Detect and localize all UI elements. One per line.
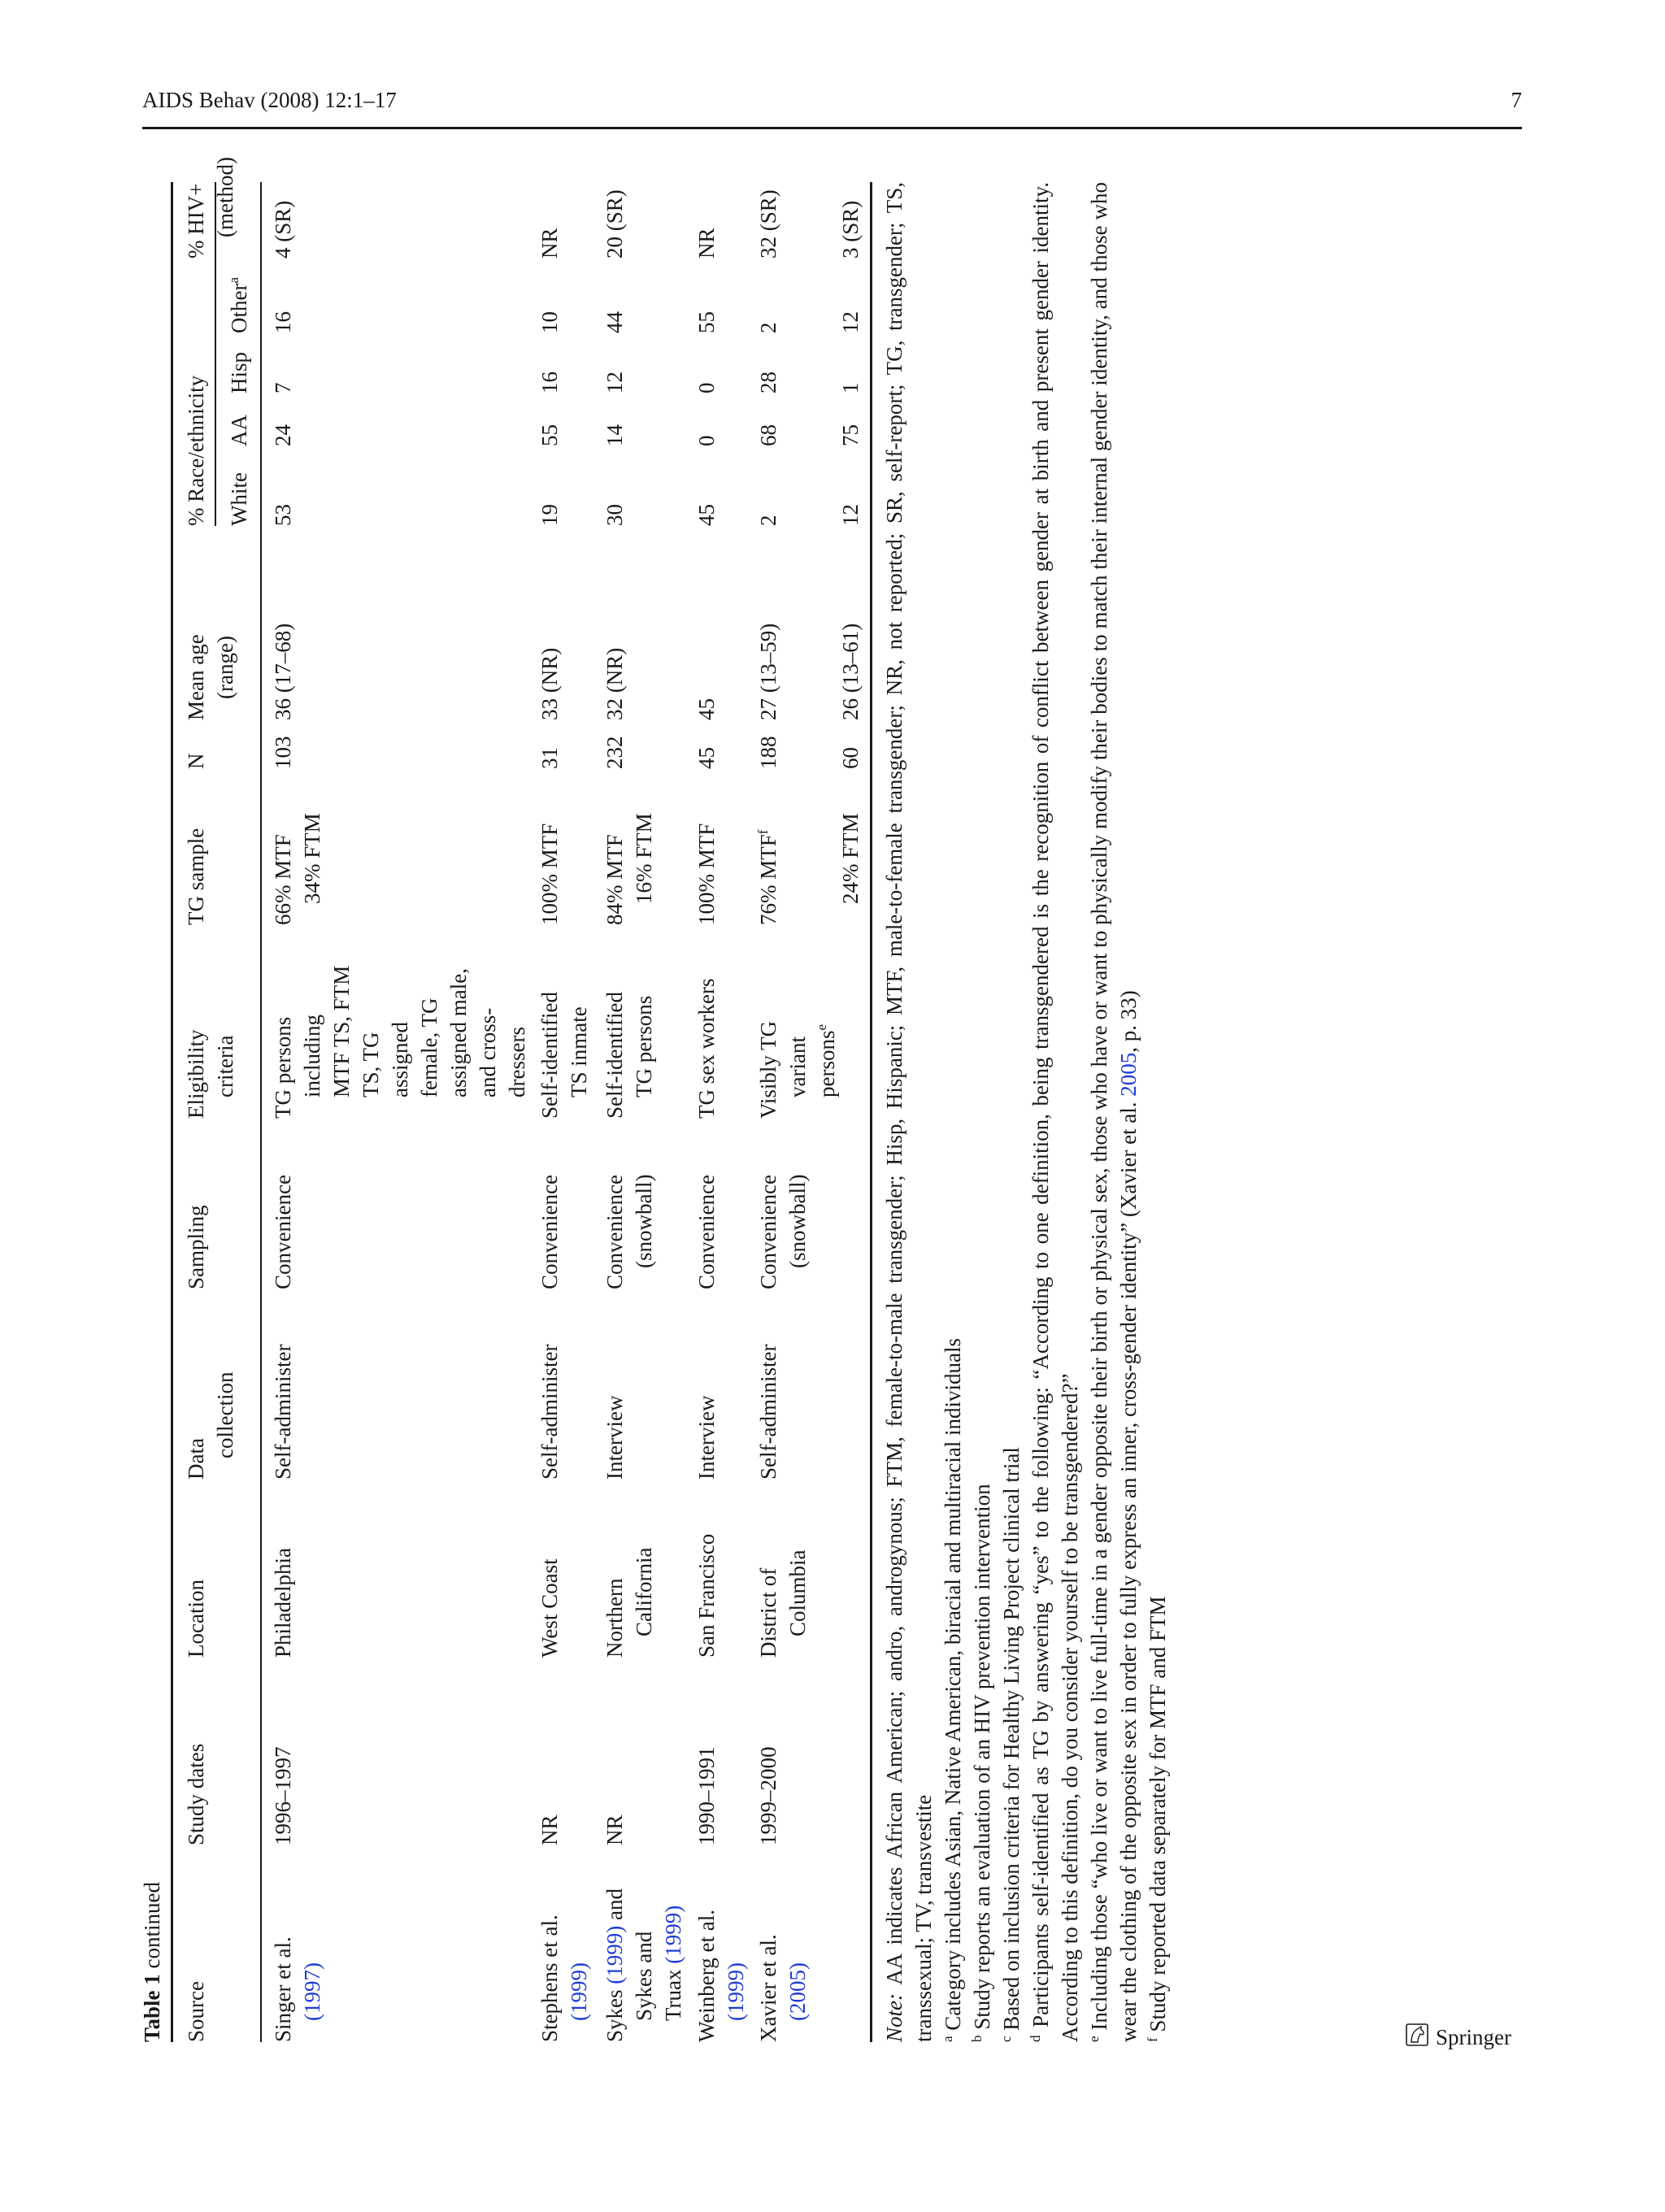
table-caption-text: continued <box>140 1881 164 1969</box>
cell-hisp: 12 <box>602 372 627 393</box>
cell-other: 44 <box>602 311 627 333</box>
cell-n: 31 <box>537 747 562 769</box>
cell-aa: 68 <box>756 424 780 446</box>
cell-study-dates: NR <box>537 1814 562 1845</box>
cell-aa: 75 <box>838 424 863 446</box>
cell-mean-age: 45 <box>694 698 719 720</box>
cell-location: Philadelphia <box>271 1548 295 1658</box>
cell-hisp: 7 <box>271 382 295 393</box>
table-row-stephens-source: Stephens et al. (1999) <box>535 1914 593 2042</box>
cell-data-collection: Interview <box>694 1395 719 1480</box>
cell-aa: 55 <box>537 424 562 446</box>
cell-aa: 24 <box>271 424 295 446</box>
table-row-singer-source: Singer et al. (1997) <box>268 1936 327 2042</box>
cell-tg-sample: 100% MTF <box>694 823 719 925</box>
table-top-rule <box>171 182 173 2042</box>
cell-location: Northern California <box>602 1547 656 1658</box>
cell-mean-age: 33 (NR) <box>537 647 562 720</box>
cell-tg-sample: 100% MTF <box>537 823 562 925</box>
cell-study-dates: 1990–1991 <box>694 1746 719 1845</box>
cell-hiv: 4 (SR) <box>271 200 295 259</box>
cell-white: 12 <box>838 504 863 526</box>
header-race-ethnicity: % Race/ethnicity <box>184 375 208 526</box>
table-caption <box>140 1882 165 2042</box>
table-bottom-rule <box>870 182 872 2042</box>
page-number: 7 <box>1511 88 1522 112</box>
footnote-d: $^d$ Participants self-identified as TG by answering “yes” to the following: “According to one definition, being transgendered is the recognition of conflict between gender at birth and present gender identity. According to this definition, do you consider yourself to be transgendered?” <box>1028 181 1082 2042</box>
citation-link[interactable]: (1997) <box>300 1962 324 2021</box>
citation-link[interactable]: (1999) <box>567 1962 591 2021</box>
header-aa: AA <box>227 415 251 446</box>
cell-location: San Francisco <box>694 1533 719 1658</box>
cell-white: 30 <box>602 504 627 526</box>
cell-hisp: 16 <box>537 372 562 393</box>
table-row-sykes-source: Sykes (1999) and Sykes and Truax (1999) <box>602 1888 685 2042</box>
table-header-rule <box>260 182 262 2042</box>
header-n: N <box>184 753 208 769</box>
journal-citation: AIDS Behav (2008) 12:1–17 <box>142 88 397 112</box>
cell-n: 232 <box>602 736 627 769</box>
running-header <box>142 88 1522 129</box>
publisher-footer <box>1405 2023 1511 2052</box>
header-mean-age: Mean age (range) <box>184 634 237 720</box>
cell-hiv: 32 (SR) <box>756 189 780 259</box>
cell-eligibility: Visibly TG variant persons$^e$ <box>756 1020 839 1119</box>
cell-other: 12 <box>838 311 863 333</box>
cell-white: 2 <box>756 515 780 526</box>
footnote-a: $^a$ Category includes Asian, Native American, biracial and multiracial individuals <box>940 1337 965 2042</box>
cell-mean-age: 27 (13–59) <box>756 623 780 720</box>
header-hiv: % HIV+ (method) <box>184 157 237 259</box>
header-white: White <box>227 472 251 526</box>
cell-n: 45 <box>694 747 719 769</box>
cell-hisp: 28 <box>756 372 780 393</box>
header-source: Source <box>184 1981 208 2042</box>
cell-eligibility: TG persons including MTF TS, FTM TS, TG assigned female, TG assigned male, and cross- dressers <box>271 965 529 1119</box>
cell-other: 55 <box>694 311 719 333</box>
cell-sampling: Convenience (snowball) <box>756 1174 810 1289</box>
citation-link[interactable]: 2005 <box>1116 1052 1141 1097</box>
header-sampling: Sampling <box>184 1205 208 1289</box>
cell-tg-sample: 76% MTF$^f$ <box>755 829 780 925</box>
header-other: Other$^a$ <box>226 276 251 333</box>
cell-tg-sample: 66% MTF 34% FTM <box>271 813 324 925</box>
header-eligibility: Eligibility criteria <box>184 1029 237 1119</box>
citation-link[interactable]: (2005) <box>785 1962 810 2021</box>
cell-n: 60 <box>838 747 863 769</box>
table-row-weinberg-source: Weinberg et al. (1999) <box>692 1910 750 2042</box>
table-label: Table 1 <box>140 1974 164 2042</box>
cell-location: District of Columbia <box>756 1549 810 1658</box>
cell-data-collection: Self-administer <box>756 1344 780 1480</box>
citation-link[interactable]: (1999) <box>602 1925 627 1984</box>
table-row-xavier-source: Xavier et al. (2005) <box>754 1934 812 2042</box>
cell-data-collection: Self-administer <box>537 1344 562 1480</box>
cell-hiv: 20 (SR) <box>602 189 627 259</box>
table-notes <box>880 182 1172 2042</box>
rotated-table-area <box>138 157 1260 2042</box>
cell-tg-sample: 24% FTM <box>838 813 863 904</box>
footnote-f: $^f$ Study reported data separately for MTF and FTM <box>1145 1596 1170 2042</box>
cell-sampling: Convenience <box>694 1175 719 1289</box>
citation-link[interactable]: (1999) <box>724 1962 748 2021</box>
header-hisp: Hisp <box>227 351 251 393</box>
cell-study-dates: 1996–1997 <box>271 1746 295 1845</box>
cell-hiv: NR <box>537 228 562 259</box>
cell-white: 53 <box>271 504 295 526</box>
cell-study-dates: NR <box>602 1814 627 1845</box>
cell-mean-age: 36 (17–68) <box>271 623 295 720</box>
cell-hisp: 1 <box>838 382 863 393</box>
footnote-c: $^c$ Based on inclusion criteria for Healthy Living Project clinical trial <box>998 1447 1024 2042</box>
header-data-collection: Data collection <box>184 1371 237 1480</box>
cell-other: 2 <box>756 322 780 333</box>
cell-mean-age: 32 (NR) <box>602 647 627 720</box>
cell-data-collection: Self-administer <box>271 1344 295 1480</box>
cell-n: 188 <box>756 736 780 769</box>
cell-data-collection: Interview <box>602 1395 627 1480</box>
cell-tg-sample: 84% MTF 16% FTM <box>602 813 656 925</box>
cell-eligibility: TG sex workers <box>694 978 719 1119</box>
cell-hiv: 3 (SR) <box>838 200 863 259</box>
footnote-e: $^e$ Including those “who live or want to live full-time in a gender opposite their birth or physical sex, those who have or want to physically modify their bodies to match their internal gender identity, and those who wear the clothing of the opposite sex in order to fully express an inner, cross-gender identity” (Xavier et al. 2005, p. 33) <box>1086 182 1141 2042</box>
cell-eligibility: Self-identified TG persons <box>602 992 656 1119</box>
publisher-name: Springer <box>1436 2024 1511 2049</box>
cell-sampling: Convenience <box>271 1175 295 1289</box>
cell-hiv: NR <box>694 228 719 259</box>
cell-sampling: Convenience (snowball) <box>602 1174 656 1289</box>
cell-white: 19 <box>537 504 562 526</box>
cell-location: West Coast <box>537 1558 562 1658</box>
footnote-b: $^b$ Study reports an evaluation of an HIV prevention intervention <box>969 1484 994 2042</box>
cell-aa: 0 <box>694 435 719 446</box>
cell-aa: 14 <box>602 424 627 446</box>
cell-other: 10 <box>537 311 562 333</box>
cell-other: 16 <box>271 311 295 333</box>
cell-n: 103 <box>271 736 295 769</box>
cell-sampling: Convenience <box>537 1175 562 1289</box>
header-location: Location <box>184 1580 208 1658</box>
header-tg-sample: TG sample <box>184 828 208 925</box>
cell-white: 45 <box>694 504 719 526</box>
header-study-dates: Study dates <box>184 1743 208 1845</box>
cell-mean-age: 26 (13–61) <box>838 623 863 720</box>
note-paragraph: Note: AA indicates African American; andro, androgynous; FTM, female-to-male transgender; Hisp, Hispanic; MTF, male-to-female transgender; NR, not reported; SR, self-report; TG, transgender; TS, transsexual; TV, transvestite <box>882 182 936 2042</box>
springer-horse-icon <box>1405 2023 1429 2053</box>
cell-eligibility: Self-identified TS inmate <box>537 992 591 1119</box>
cell-hisp: 0 <box>694 382 719 393</box>
cell-study-dates: 1999–2000 <box>756 1746 780 1845</box>
citation-link[interactable]: (1999) <box>661 1905 685 1964</box>
